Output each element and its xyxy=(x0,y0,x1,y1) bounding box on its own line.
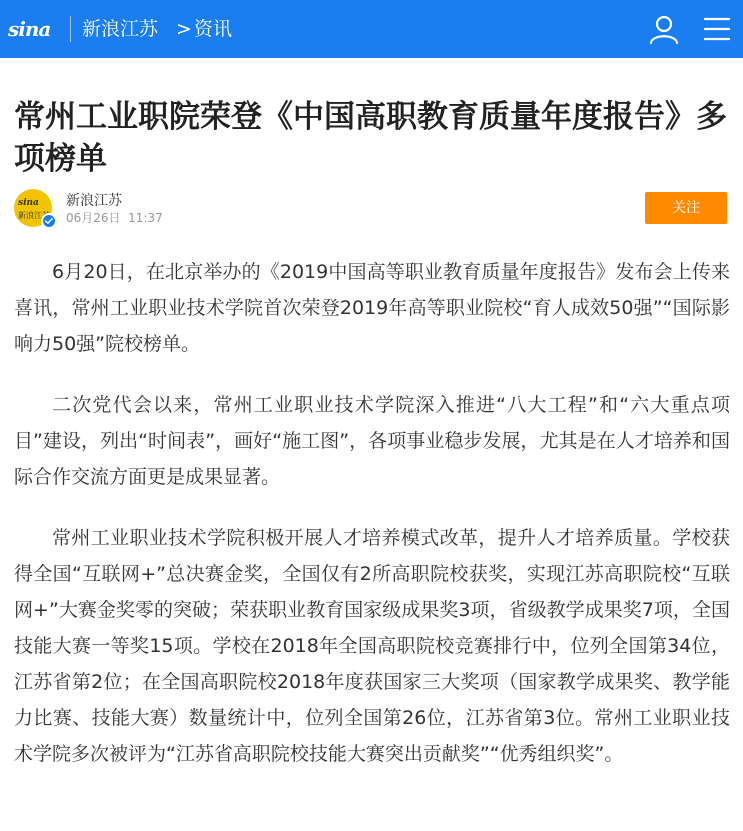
article-title: 常州工业职院荣登《中国高职教育质量年度报告》多项榜单 xyxy=(14,99,727,177)
article-paragraph-2: 二次党代会以来，常州工业职业技术学院深入推进“八大工程”和“六大重点项目”建设，列出“时间表”，画好“施工图”，各项事业稳步发展，尤其是在人才培养和国际合作交流方面更是成果显著。 xyxy=(14,394,730,488)
sina-logo[interactable]: sina xyxy=(8,17,51,41)
author-name[interactable]: 新浪江苏 xyxy=(66,193,122,209)
breadcrumb-site[interactable]: 新浪江苏 xyxy=(82,18,159,40)
publish-date: 06月26日 11:37 xyxy=(66,211,163,225)
top-nav-bar xyxy=(0,0,743,58)
avatar-logo: sina xyxy=(18,198,39,208)
follow-button[interactable]: 关注 xyxy=(645,192,727,224)
article-paragraph-3: 常州工业职业技术学院积极开展人才培养模式改革，提升人才培养质量。学校获得全国“互联网+”总决赛金奖，全国仅有2所高职院校获奖，实现江苏高职院校“互联网+”大赛金奖零的突破；荣获职业教育国家级成果奖3项，省级教学成果奖7项，全国技能大赛一等奖15项。学校在2018年全国高职院校竞赛排行中，位列全国第34位，江苏省第2位；在全国高职院校2018年度获国家三大奖项（国家教学成果奖、教学能力比赛、技能大赛）数量统计中，位列全国第26位，江苏省第3位。常州工业职业技术学院多次被评为“江苏省高职院校技能大赛突出贡献奖”“优秀组织奖”。 xyxy=(14,527,730,765)
breadcrumb-section[interactable]: 资讯 xyxy=(194,18,233,40)
user-icon[interactable] xyxy=(648,13,680,45)
menu-icon[interactable] xyxy=(703,15,731,43)
verified-badge-icon xyxy=(41,213,57,229)
avatar-text: 新浪江苏 xyxy=(18,211,50,220)
header-divider xyxy=(70,16,71,42)
article-paragraph-1: 6月20日，在北京举办的《2019中国高等职业教育质量年度报告》发布会上传来喜讯，常州工业职业技术学院首次荣登2019年高等职业院校“育人成效50强”“国际影响力50强”院校榜单。 xyxy=(14,261,730,355)
chevron-right-icon: > xyxy=(176,18,192,40)
